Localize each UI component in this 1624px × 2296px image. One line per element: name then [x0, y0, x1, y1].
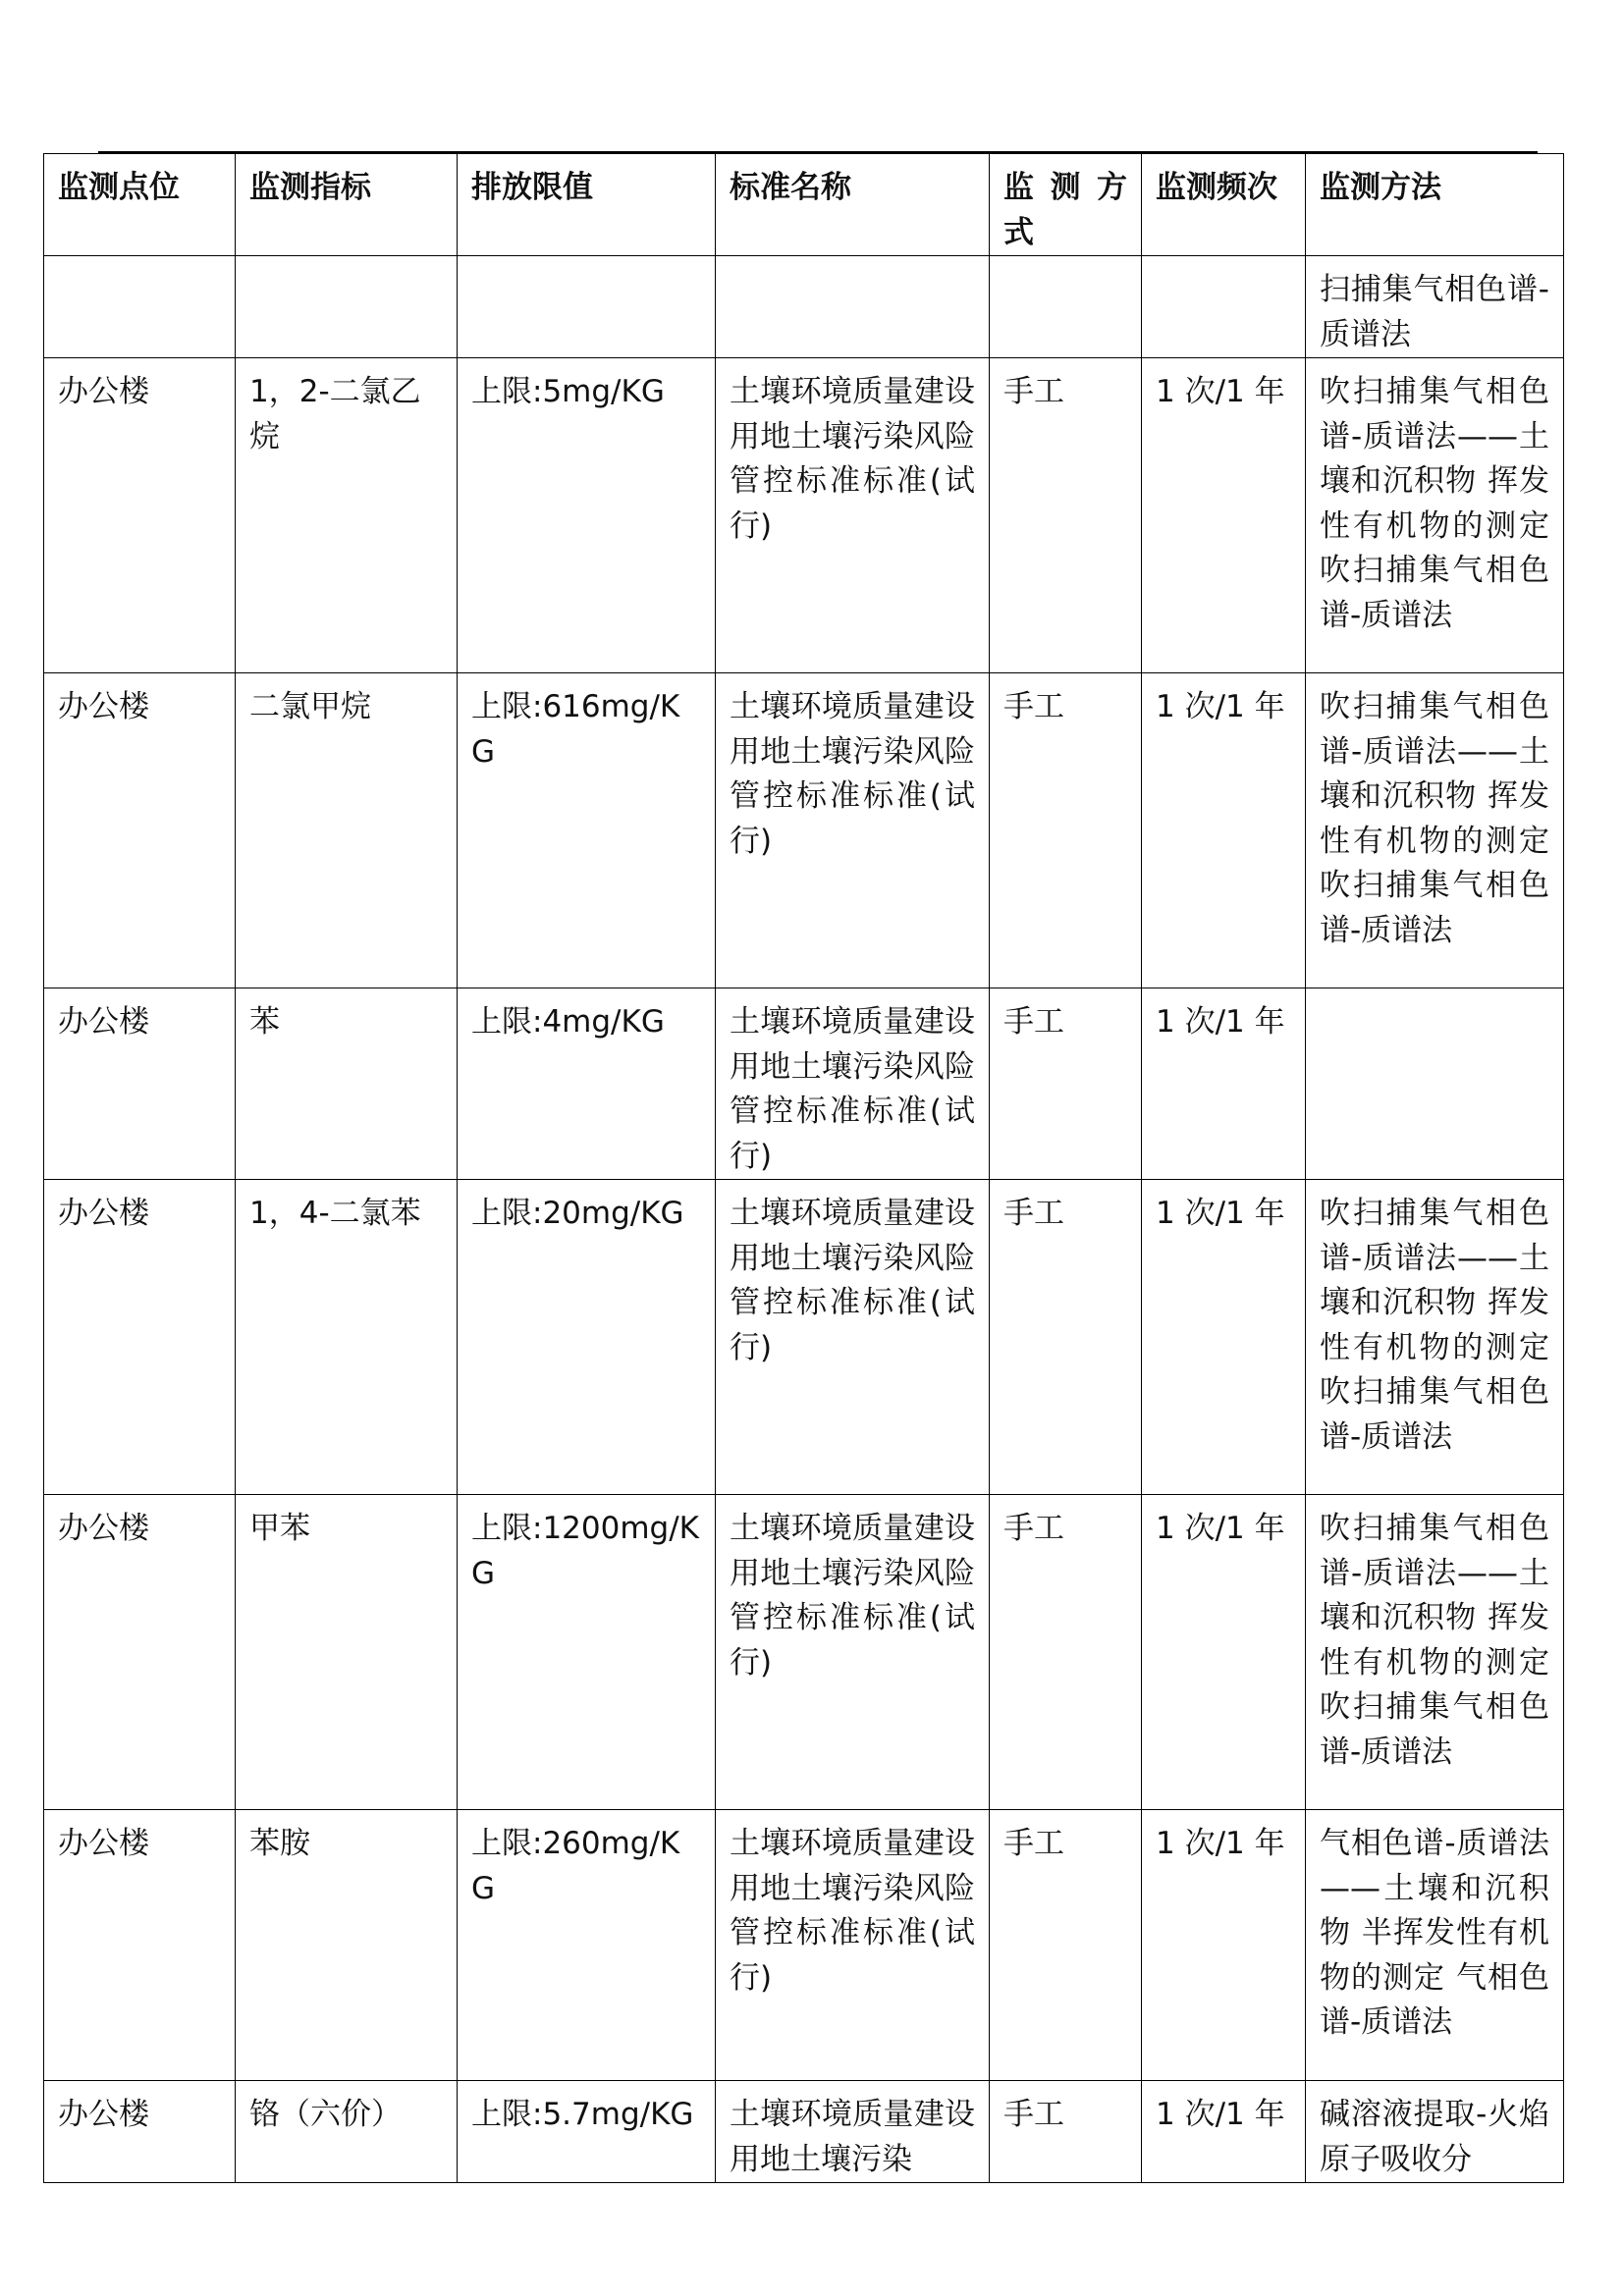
- cell-mode: 手工: [990, 1180, 1142, 1495]
- table-row: [44, 2081, 1564, 2183]
- header-monitoring-point: 监测点位: [44, 154, 236, 256]
- monitoring-table: [43, 153, 1564, 2183]
- cell-point: 办公楼: [44, 1495, 236, 1810]
- cell-standard: 土壤环境质量建设用地土壤污染风险管控标准标准(试行): [716, 1495, 990, 1810]
- header-frequency: 监测频次: [1142, 154, 1306, 256]
- cell-mode: [990, 256, 1142, 358]
- cell-point: 办公楼: [44, 358, 236, 673]
- cell-point: 办公楼: [44, 988, 236, 1180]
- cell-method: 碱溶液提取-火焰原子吸收分: [1306, 2081, 1564, 2183]
- cell-point: 办公楼: [44, 2081, 236, 2183]
- cell-limit: 上限:616mg/KG: [458, 673, 716, 988]
- cell-point: 办公楼: [44, 1810, 236, 2081]
- table-row: [44, 1180, 1564, 1495]
- cell-frequency: [1142, 256, 1306, 358]
- cell-point: 办公楼: [44, 1180, 236, 1495]
- cell-limit: 上限:260mg/KG: [458, 1810, 716, 2081]
- cell-indicator: 甲苯: [236, 1495, 458, 1810]
- table-row: [44, 358, 1564, 673]
- header-mode: 监 测 方式: [990, 154, 1142, 256]
- cell-standard: 土壤环境质量建设用地土壤污染风险管控标准标准(试行): [716, 1180, 990, 1495]
- cell-frequency: 1 次/1 年: [1142, 358, 1306, 673]
- cell-method: 吹扫捕集气相色谱-质谱法——土壤和沉积物 挥发性有机物的测定 吹扫捕集气相色谱-质谱法: [1306, 673, 1564, 988]
- cell-limit: 上限:1200mg/KG: [458, 1495, 716, 1810]
- cell-standard: 土壤环境质量建设用地土壤污染风险管控标准标准(试行): [716, 358, 990, 673]
- cell-indicator: 1，2-二氯乙烷: [236, 358, 458, 673]
- cell-limit: 上限:4mg/KG: [458, 988, 716, 1180]
- table-row: [44, 673, 1564, 988]
- cell-indicator: 二氯甲烷: [236, 673, 458, 988]
- table-row: [44, 1495, 1564, 1810]
- cell-indicator: 苯: [236, 988, 458, 1180]
- cell-frequency: 1 次/1 年: [1142, 673, 1306, 988]
- cell-indicator: 铬（六价）: [236, 2081, 458, 2183]
- cell-point: [44, 256, 236, 358]
- cell-limit: 上限:5.7mg/KG: [458, 2081, 716, 2183]
- cell-limit: 上限:5mg/KG: [458, 358, 716, 673]
- cell-method: 吹扫捕集气相色谱-质谱法——土壤和沉积物 挥发性有机物的测定 吹扫捕集气相色谱-质谱法: [1306, 1495, 1564, 1810]
- header-standard-name: 标准名称: [716, 154, 990, 256]
- cell-indicator: 1，4-二氯苯: [236, 1180, 458, 1495]
- cell-method: 吹扫捕集气相色谱-质谱法——土壤和沉积物 挥发性有机物的测定 吹扫捕集气相色谱-质谱法: [1306, 1180, 1564, 1495]
- cell-standard: 土壤环境质量建设用地土壤污染风险管控标准标准(试行): [716, 988, 990, 1180]
- cell-frequency: 1 次/1 年: [1142, 1495, 1306, 1810]
- table-row: [44, 988, 1564, 1180]
- cell-method: 吹扫捕集气相色谱-质谱法——土壤和沉积物 挥发性有机物的测定 吹扫捕集气相色谱-质谱法: [1306, 358, 1564, 673]
- cell-standard: [716, 256, 990, 358]
- cell-limit: [458, 256, 716, 358]
- header-method: 监测方法: [1306, 154, 1564, 256]
- cell-mode: 手工: [990, 2081, 1142, 2183]
- cell-indicator: [236, 256, 458, 358]
- table-row: [44, 1810, 1564, 2081]
- cell-point: 办公楼: [44, 673, 236, 988]
- cell-frequency: 1 次/1 年: [1142, 988, 1306, 1180]
- cell-frequency: 1 次/1 年: [1142, 1180, 1306, 1495]
- cell-limit: 上限:20mg/KG: [458, 1180, 716, 1495]
- cell-method: 扫捕集气相色谱-质谱法: [1306, 256, 1564, 358]
- cell-mode: 手工: [990, 988, 1142, 1180]
- cell-indicator: 苯胺: [236, 1810, 458, 2081]
- cell-method: [1306, 988, 1564, 1180]
- cell-method: 气相色谱-质谱法——土壤和沉积物 半挥发性有机物的测定 气相色谱-质谱法: [1306, 1810, 1564, 2081]
- table-header-row: [44, 154, 1564, 256]
- header-limit: 排放限值: [458, 154, 716, 256]
- cell-frequency: 1 次/1 年: [1142, 2081, 1306, 2183]
- cell-standard: 土壤环境质量建设用地土壤污染风险管控标准标准(试行): [716, 673, 990, 988]
- cell-mode: 手工: [990, 1495, 1142, 1810]
- table-row: [44, 256, 1564, 358]
- header-indicator: 监测指标: [236, 154, 458, 256]
- cell-mode: 手工: [990, 1810, 1142, 2081]
- cell-mode: 手工: [990, 673, 1142, 988]
- cell-standard: 土壤环境质量建设用地土壤污染: [716, 2081, 990, 2183]
- cell-mode: 手工: [990, 358, 1142, 673]
- cell-standard: 土壤环境质量建设用地土壤污染风险管控标准标准(试行): [716, 1810, 990, 2081]
- cell-frequency: 1 次/1 年: [1142, 1810, 1306, 2081]
